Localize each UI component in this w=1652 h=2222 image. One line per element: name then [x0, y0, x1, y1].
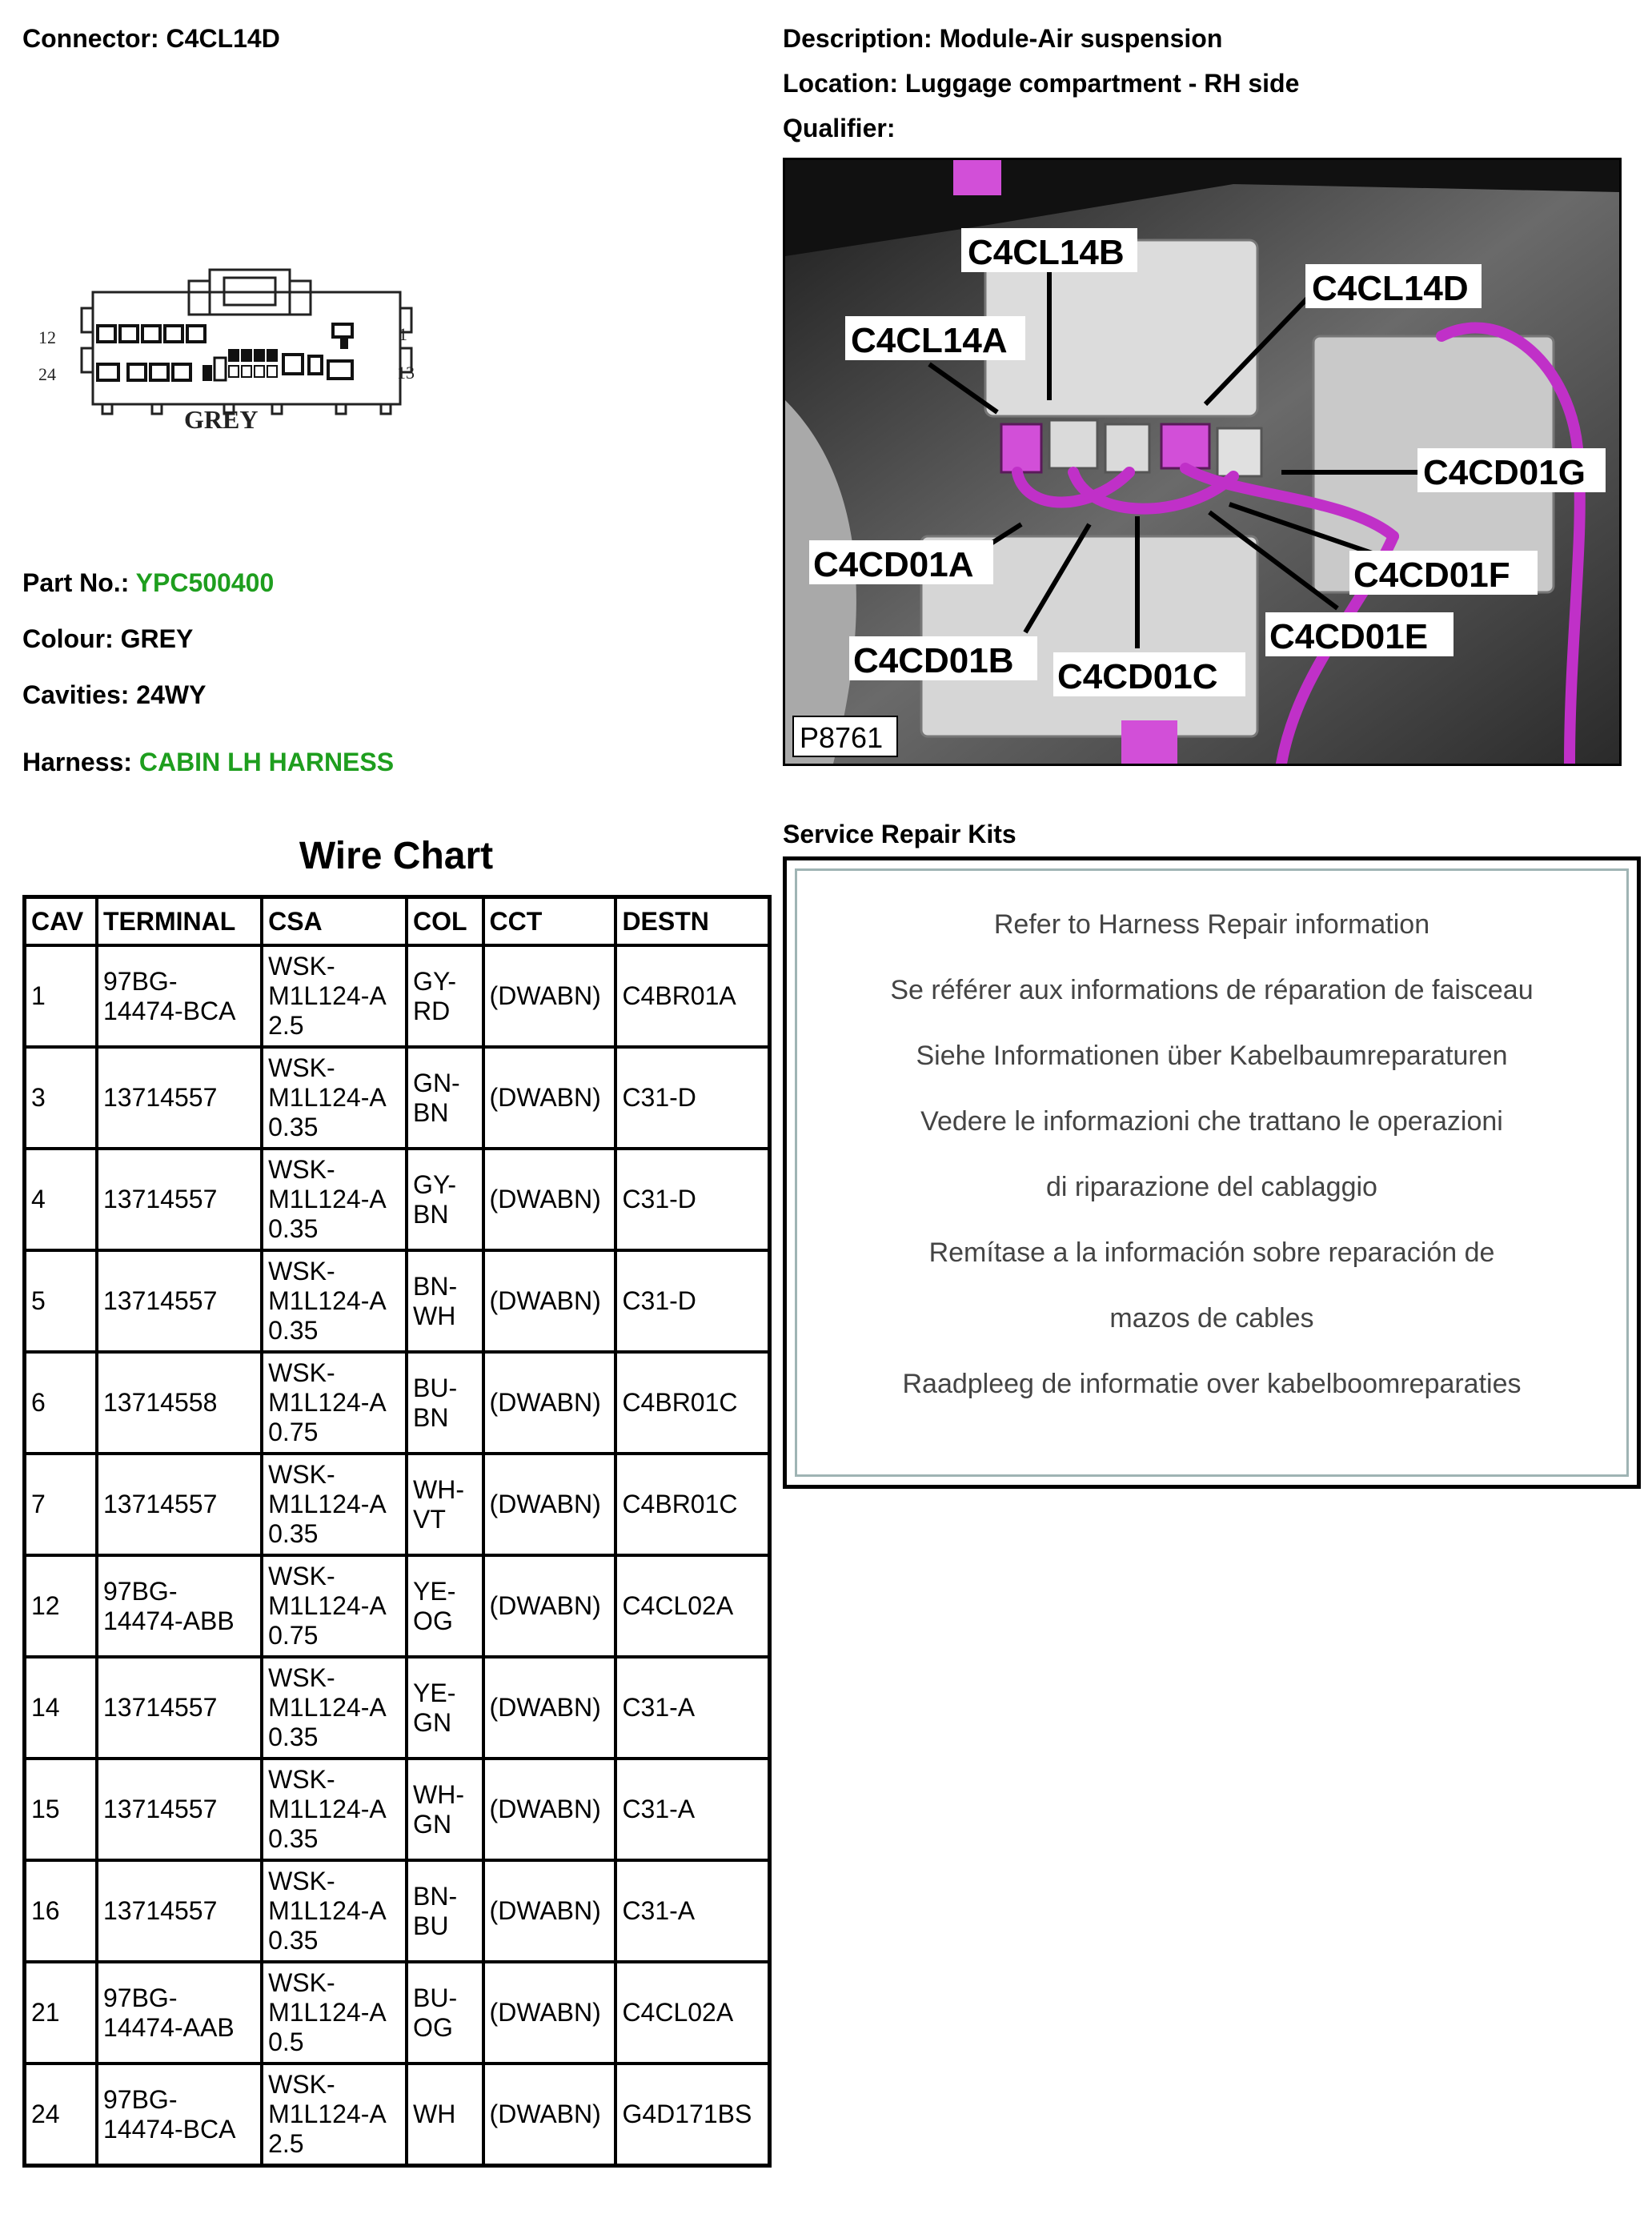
cell-col-line: WH- — [413, 1474, 465, 1504]
colour-value: GREY — [120, 624, 194, 653]
cell-cav: 3 — [25, 1047, 97, 1149]
cell-destn: C31-D — [615, 1047, 769, 1149]
cell-cct: (DWABN) — [483, 1759, 616, 1860]
cell-cct: (DWABN) — [483, 1657, 616, 1759]
cell-csa — [262, 1454, 407, 1555]
figure-id: P8761 — [800, 721, 884, 754]
location-photo — [783, 158, 1622, 766]
cell-terminal-line: 13714558 — [102, 1388, 218, 1417]
cell-csa-line: WSK- — [268, 1257, 335, 1285]
cell-col-line: BU- — [413, 1373, 458, 1402]
callout-c4cl14a: C4CL14A — [851, 321, 1008, 360]
cell-col — [407, 1657, 483, 1759]
cell-cct: (DWABN) — [483, 1860, 616, 1962]
cell-csa-line: M1L124-A — [268, 1083, 387, 1112]
cell-csa-line: 0.75 — [268, 1418, 319, 1446]
cell-col-line: GN- — [413, 1068, 460, 1097]
table-row — [25, 1657, 770, 1759]
table-row — [25, 1352, 770, 1454]
cell-cav: 6 — [25, 1352, 97, 1454]
cell-csa-line: M1L124-A — [268, 1896, 387, 1925]
wire-chart-title: Wire Chart — [299, 835, 494, 877]
cell-terminal-line: 97BG- — [102, 1576, 178, 1606]
pin-label-24: 24 — [38, 364, 56, 384]
qualifier-label: Qualifier: — [783, 114, 896, 142]
wire-chart-table — [22, 895, 772, 2168]
cell-cav: 5 — [25, 1250, 97, 1352]
cell-csa-line: M1L124-A — [268, 981, 387, 1010]
connector-c4cl14a — [1001, 424, 1041, 472]
harness-label: Harness: — [22, 748, 132, 776]
table-row — [25, 1759, 770, 1860]
cell-csa-line: WSK- — [268, 1155, 335, 1184]
service-repair-kits-inner — [795, 868, 1629, 1477]
cell-csa-line: M1L124-A — [268, 2100, 387, 2128]
cell-csa-line: 0.35 — [268, 1824, 319, 1853]
cell-col — [407, 945, 483, 1047]
cell-csa — [262, 1047, 407, 1149]
callout-c4cl14b: C4CL14B — [968, 233, 1125, 272]
table-row — [25, 1962, 770, 2064]
callout-c4cd01c: C4CD01C — [1057, 657, 1218, 696]
cell-cav: 15 — [25, 1759, 97, 1860]
cell-destn: C31-A — [615, 1759, 769, 1860]
cell-col — [407, 1454, 483, 1555]
cell-col-line: WH — [413, 1301, 456, 1330]
cell-csa-line: WSK- — [268, 1460, 335, 1489]
cell-col-line: VT — [413, 1504, 446, 1534]
callout-c4cd01b: C4CD01B — [853, 641, 1014, 680]
connector-face-drawing — [32, 260, 432, 452]
wire-chart-header-row — [25, 897, 770, 946]
cell-terminal — [97, 1555, 262, 1657]
cell-cct: (DWABN) — [483, 1962, 616, 2064]
cell-csa-line: 0.75 — [268, 1621, 319, 1650]
table-row — [25, 1454, 770, 1555]
table-row — [25, 1860, 770, 1962]
cell-csa — [262, 1555, 407, 1657]
cell-csa — [262, 1352, 407, 1454]
cell-terminal — [97, 1047, 262, 1149]
connector-c4cl14d — [1161, 424, 1209, 468]
cell-col-line: BN- — [413, 1881, 458, 1911]
cell-csa-line: WSK- — [268, 1562, 335, 1590]
cell-terminal-line: 13714557 — [102, 1185, 218, 1213]
kit-line-it-1: Vedere le informazioni che trattano le operazioni — [920, 1106, 1503, 1137]
cell-csa-line: WSK- — [268, 952, 335, 981]
table-row — [25, 1250, 770, 1352]
cell-col — [407, 1149, 483, 1250]
wire-chart-body — [25, 945, 770, 2166]
qualifier-line — [783, 112, 895, 144]
cell-terminal-line: 13714557 — [102, 1693, 218, 1722]
cell-terminal-line: 14474-AAB — [102, 2012, 235, 2042]
cell-terminal-line: 97BG- — [102, 1983, 178, 2012]
cell-col-line: BU — [413, 1911, 449, 1940]
cell-csa-line: 2.5 — [268, 1011, 304, 1040]
cell-cct: (DWABN) — [483, 1454, 616, 1555]
cell-terminal — [97, 1352, 262, 1454]
cell-col-line: WH — [413, 2100, 456, 2128]
cell-destn: C4BR01C — [615, 1454, 769, 1555]
cell-cct: (DWABN) — [483, 2064, 616, 2166]
cell-col-line: BN — [413, 1402, 449, 1432]
cell-terminal — [97, 2064, 262, 2166]
cell-csa-line: M1L124-A — [268, 1795, 387, 1823]
header-destn: DESTN — [615, 897, 769, 946]
header-csa: CSA — [262, 897, 407, 946]
cell-cav: 12 — [25, 1555, 97, 1657]
cell-terminal — [97, 1454, 262, 1555]
cell-col — [407, 1555, 483, 1657]
callout-c4cd01g: C4CD01G — [1423, 453, 1586, 492]
pin-label-12: 12 — [38, 327, 56, 347]
connector-value: C4CL14D — [166, 24, 280, 53]
connector-c4cd01c — [1105, 424, 1149, 472]
cell-col — [407, 1250, 483, 1352]
description-line — [783, 22, 1222, 54]
service-repair-kits-title: Service Repair Kits — [783, 820, 1016, 848]
cell-col-line: GY- — [413, 966, 456, 996]
cell-col-line: BU- — [413, 1983, 458, 2012]
location-value: Luggage compartment - RH side — [904, 69, 1300, 98]
cell-csa-line: 0.35 — [268, 1214, 319, 1243]
table-row — [25, 945, 770, 1047]
connector-colour-label: GREY — [184, 405, 259, 434]
cell-terminal — [97, 1250, 262, 1352]
cell-terminal-line: 13714557 — [102, 1795, 218, 1823]
cell-csa-line: WSK- — [268, 2070, 335, 2099]
cell-terminal-line: 14474-BCA — [102, 996, 236, 1025]
cavities-value: 24WY — [136, 680, 206, 709]
cell-terminal — [97, 1657, 262, 1759]
cell-col-line: BN — [413, 1097, 449, 1127]
cell-csa-line: WSK- — [268, 1358, 335, 1387]
cell-csa-line: 0.35 — [268, 1926, 319, 1955]
callout-c4cd01f: C4CD01F — [1353, 556, 1510, 595]
table-row — [25, 1555, 770, 1657]
cell-csa-line: M1L124-A — [268, 1286, 387, 1315]
cell-cav: 4 — [25, 1149, 97, 1250]
cell-col — [407, 1047, 483, 1149]
connector-bottom-2 — [1121, 720, 1177, 764]
cell-csa-line: M1L124-A — [268, 1388, 387, 1417]
cell-cav: 7 — [25, 1454, 97, 1555]
table-row — [25, 2064, 770, 2166]
cavities-label: Cavities: — [22, 680, 130, 709]
cell-terminal-line: 97BG- — [102, 966, 178, 996]
cell-csa-line: 0.35 — [268, 1316, 319, 1345]
cell-terminal — [97, 945, 262, 1047]
cell-csa — [262, 1657, 407, 1759]
cell-csa — [262, 2064, 407, 2166]
cell-csa-line: M1L124-A — [268, 1185, 387, 1213]
cell-csa — [262, 1962, 407, 2064]
cell-destn: C4CL02A — [615, 1555, 769, 1657]
cell-csa-line: M1L124-A — [268, 1693, 387, 1722]
cell-csa-line: WSK- — [268, 1053, 335, 1082]
cell-col-line: OG — [413, 2012, 453, 2042]
location-label: Location: — [783, 69, 898, 98]
connector-bottom-1 — [953, 160, 1001, 195]
header-col: COL — [407, 897, 483, 946]
cell-cav: 24 — [25, 2064, 97, 2166]
cell-col — [407, 1759, 483, 1860]
cell-terminal-line: 13714557 — [102, 1286, 218, 1315]
cell-terminal — [97, 1149, 262, 1250]
header-cct: CCT — [483, 897, 616, 946]
cell-cav: 1 — [25, 945, 97, 1047]
description-label: Description: — [783, 24, 932, 53]
callout-c4cd01a: C4CD01A — [813, 545, 974, 584]
cell-col — [407, 1860, 483, 1962]
cell-cct: (DWABN) — [483, 1352, 616, 1454]
cell-col — [407, 1352, 483, 1454]
connector-heading — [22, 22, 280, 54]
cell-csa-line: 0.35 — [268, 1723, 319, 1751]
cell-terminal — [97, 1759, 262, 1860]
cell-terminal-line: 97BG- — [102, 2084, 178, 2114]
cell-cav: 14 — [25, 1657, 97, 1759]
kit-line-it-2: di riparazione del cablaggio — [1046, 1172, 1377, 1202]
harness-line — [22, 746, 394, 778]
location-line — [783, 67, 1299, 99]
cell-terminal — [97, 1860, 262, 1962]
cell-terminal-line: 13714557 — [102, 1896, 218, 1925]
cell-csa-line: M1L124-A — [268, 1591, 387, 1620]
cell-terminal-line: 14474-BCA — [102, 2114, 236, 2144]
kit-line-es-2: mazos de cables — [1109, 1303, 1314, 1334]
service-repair-kits-box — [783, 856, 1641, 1489]
cell-csa — [262, 1759, 407, 1860]
kit-line-es-1: Remítase a la información sobre reparación de — [928, 1237, 1495, 1268]
cell-csa-line: M1L124-A — [268, 1998, 387, 2027]
cell-csa-line: WSK- — [268, 1765, 335, 1794]
kit-line-fr: Se référer aux informations de réparation de faisceau — [890, 975, 1534, 1005]
connector-label: Connector: — [22, 24, 159, 53]
cell-csa-line: WSK- — [268, 1867, 335, 1895]
cell-destn: C31-D — [615, 1149, 769, 1250]
cell-csa — [262, 1860, 407, 1962]
cell-csa-line: 2.5 — [268, 2129, 304, 2158]
kit-line-nl: Raadpleeg de informatie over kabelboomreparaties — [902, 1369, 1522, 1399]
cell-col-line: YE- — [413, 1678, 456, 1707]
cell-col-line: GN — [413, 1707, 452, 1737]
cell-cct: (DWABN) — [483, 1250, 616, 1352]
cell-cct: (DWABN) — [483, 1047, 616, 1149]
cell-csa-line: 0.35 — [268, 1113, 319, 1141]
cell-terminal-line: 13714557 — [102, 1490, 218, 1518]
part-no-link[interactable]: YPC500400 — [135, 568, 275, 597]
cell-terminal-line: 14474-ABB — [102, 1606, 235, 1635]
cell-destn: C31-A — [615, 1860, 769, 1962]
cell-csa — [262, 945, 407, 1047]
cell-terminal-line: 13714557 — [102, 1083, 218, 1112]
pin-label-13: 13 — [397, 363, 415, 383]
cell-cct: (DWABN) — [483, 945, 616, 1047]
cell-col-line: GY- — [413, 1169, 456, 1199]
cell-csa-line: 0.35 — [268, 1519, 319, 1548]
cell-col-line: BN — [413, 1199, 449, 1229]
cell-csa — [262, 1250, 407, 1352]
table-row — [25, 1149, 770, 1250]
cell-destn: C31-A — [615, 1657, 769, 1759]
callout-c4cd01e: C4CD01E — [1269, 617, 1429, 656]
cell-col — [407, 1962, 483, 2064]
colour-line — [22, 623, 193, 655]
cell-col-line: OG — [413, 1606, 453, 1635]
cell-csa-line: M1L124-A — [268, 1490, 387, 1518]
cell-destn: C4CL02A — [615, 1962, 769, 2064]
cell-col — [407, 2064, 483, 2166]
description-value: Module-Air suspension — [939, 24, 1223, 53]
connector-c4cl14b — [1049, 420, 1097, 468]
cell-destn: C31-D — [615, 1250, 769, 1352]
header-cav: CAV — [25, 897, 97, 946]
cell-col-line: GN — [413, 1809, 452, 1839]
harness-link[interactable]: CABIN LH HARNESS — [138, 748, 395, 776]
cell-col-line: RD — [413, 996, 451, 1025]
cell-destn: C4BR01A — [615, 945, 769, 1047]
cell-cav: 16 — [25, 1860, 97, 1962]
cell-csa-line: 0.5 — [268, 2027, 304, 2056]
kit-line-de: Siehe Informationen über Kabelbaumreparaturen — [916, 1041, 1508, 1071]
kit-line-en: Refer to Harness Repair information — [993, 909, 1430, 940]
cell-terminal — [97, 1962, 262, 2064]
cell-destn: C4BR01C — [615, 1352, 769, 1454]
colour-label: Colour: — [22, 624, 114, 653]
cell-col-line: YE- — [413, 1576, 456, 1606]
connector-c4cd01g — [1217, 428, 1261, 476]
part-no-label: Part No.: — [22, 568, 130, 597]
cell-csa — [262, 1149, 407, 1250]
cell-cav: 21 — [25, 1962, 97, 2064]
callout-c4cl14d: C4CL14D — [1312, 269, 1469, 308]
header-terminal: TERMINAL — [97, 897, 262, 946]
part-no-line — [22, 567, 274, 599]
cell-destn: G4D171BS — [615, 2064, 769, 2166]
cell-cct: (DWABN) — [483, 1149, 616, 1250]
pin-label-1: 1 — [399, 324, 407, 344]
cavities-line — [22, 679, 206, 711]
cell-cct: (DWABN) — [483, 1555, 616, 1657]
table-row — [25, 1047, 770, 1149]
cell-csa-line: WSK- — [268, 1663, 335, 1692]
cell-col-line: BN- — [413, 1271, 458, 1301]
cell-csa-line: WSK- — [268, 1968, 335, 1997]
cell-col-line: WH- — [413, 1779, 465, 1809]
